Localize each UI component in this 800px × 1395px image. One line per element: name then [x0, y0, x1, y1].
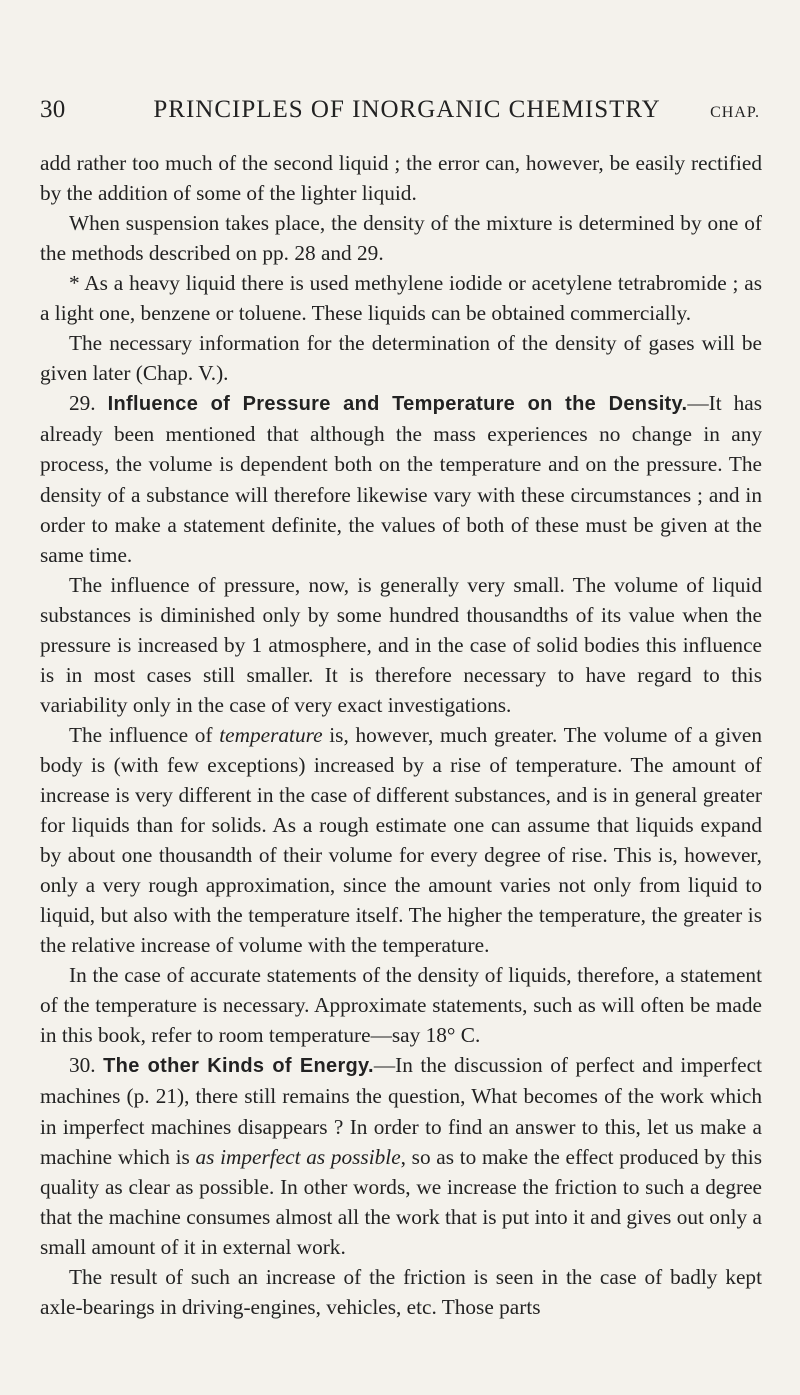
emphasis: temperature — [219, 722, 323, 747]
emphasis: as imperfect as possible — [195, 1144, 401, 1169]
paragraph: add rather too much of the second liquid ; the error can, however, be easily rectified by the addition of some of the lighter liquid. — [40, 151, 762, 206]
page-header — [40, 96, 760, 124]
paragraph: The necessary information for the determination of the density of gases will be given later (Chap. V.). — [40, 331, 762, 386]
chapter-mark: CHAP. — [710, 104, 760, 121]
paragraph: The result of such an increase of the friction is seen in the case of badly kept axle-bearings in driving-engines, vehicles, etc. Those parts — [40, 1264, 762, 1319]
section-30: 30. The other Kinds of Energy.—In the discussion of perfect and imperfect machines (p. 21), there still remains the question, What becomes of the work which in imperfect machines disappears ? In order to find an answer to this, let us make a machine which is as imperfect as possible, so as to make the effect produced by this quality as clear as possible. In other words, we increase the friction to such a degree that the machine consumes almost all the work that is put into it and gives out only a small amount of it in external work. — [40, 1053, 762, 1259]
section-number: 29. — [69, 391, 96, 416]
footnote-paragraph: * As a heavy liquid there is used methylene iodide or acetylene tetrabromide ; as a light one, benzene or toluene. These liquids can be obtained commercially. — [40, 271, 762, 326]
section-29: 29. Influence of Pressure and Temperature on the Density.—It has already been mentioned that although the mass experiences no change in any process, the volume is dependent both on the temperature and on the pressure. The density of a substance will therefore likewise vary with these circumstances ; and in order to make a statement definite, the values of both of these must be given at the same time. — [40, 391, 763, 567]
section-heading: Influence of Pressure and Temperature on the Density. — [107, 393, 688, 416]
paragraph: The influence of temperature is, however, much greater. The volume of a given body is (with few exceptions) increased by a rise of temperature. The amount of increase is very different in the case of different substances, and is in general greater for liquids than for solids. As a rough estimate one can assume that liquids expand by about one thousandth of their volume for every degree of rise. This is, however, only a very rough approximation, since the amount varies not only from liquid to liquid, but also with the temperature itself. The higher the temperature, the greater is the relative increase of volume with the temperature. — [40, 722, 762, 958]
section-number: 30. — [69, 1053, 96, 1078]
section-heading: The other Kinds of Energy. — [103, 1055, 374, 1078]
paragraph: When suspension takes place, the density of the mixture is determined by one of the methods described on pp. 28 and 29. — [40, 211, 762, 266]
page-number: 30 — [40, 96, 66, 123]
running-title: PRINCIPLES OF INORGANIC CHEMISTRY — [153, 96, 661, 123]
paragraph: The influence of pressure, now, is generally very small. The volume of liquid substances is diminished only by some hundred thousandths of its value when the pressure is increased by 1 atmosphere, and in the case of solid bodies this influence is in most cases still smaller. It is therefore necessary to have regard to this variability only in the case of very exact investigations. — [40, 572, 762, 717]
paragraph: In the case of accurate statements of the density of liquids, therefore, a statement of the temperature is necessary. Approximate statements, such as will often be made in this book, refer to room temperature—say 18° C. — [40, 963, 762, 1048]
body-text — [40, 148, 762, 1322]
